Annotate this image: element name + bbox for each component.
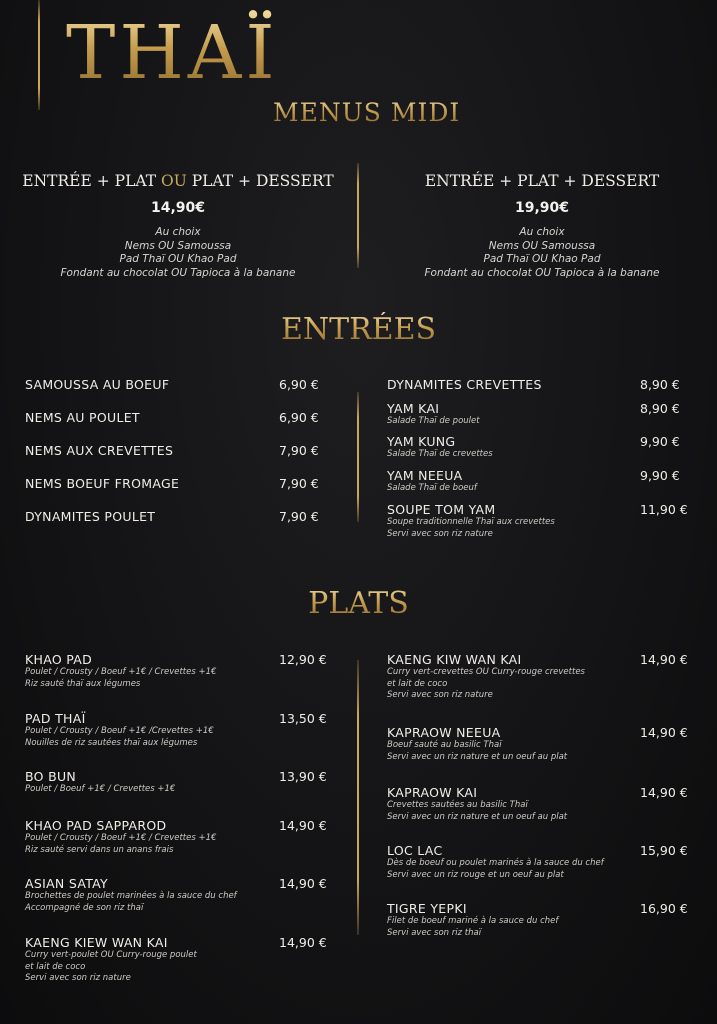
item-price: 14,90 € bbox=[279, 935, 327, 950]
set-menu-line: Fondant au chocolat OU Tapioca à la banane bbox=[60, 266, 296, 279]
menu-item: SAMOUSSA AU BOEUF bbox=[25, 377, 170, 392]
menu-item: DYNAMITES CREVETTES bbox=[387, 377, 542, 392]
set-menu-1 bbox=[18, 172, 338, 280]
item-price: 14,90 € bbox=[640, 652, 688, 667]
set-menu-line: Pad Thaï OU Khao Pad bbox=[483, 253, 601, 265]
set-menu-line: Nems OU Samoussa bbox=[124, 239, 232, 252]
menu-item: LOC LAC Dès de boeuf ou poulet marinés à la sauce du chef Servi avec un riz rouge et un oeuf au plat bbox=[387, 843, 604, 880]
menu-item: NEMS AU POULET bbox=[25, 410, 140, 425]
page-subtitle: MENUS MIDI bbox=[273, 98, 461, 127]
item-price: 6,90 € bbox=[279, 377, 319, 392]
set-menu-line: Nems OU Samoussa bbox=[488, 239, 596, 252]
menu-item: SOUPE TOM YAM Soupe traditionnelle Thaï aux crevettes Servi avec son riz nature bbox=[387, 502, 555, 539]
menu-item: KAENG KIW WAN KAI Curry vert-crevettes OU Curry-rouge crevettes et lait de coco Servi avec son riz nature bbox=[387, 652, 585, 700]
item-price: 8,90 € bbox=[640, 401, 680, 416]
set-menu-price: 14,90€ bbox=[150, 200, 206, 216]
item-price: 14,90 € bbox=[640, 785, 688, 800]
menu-item: TIGRE YEPKI Filet de boeuf mariné à la sauce du chef Servi avec son riz thaï bbox=[387, 901, 559, 938]
set-menu-title: ENTRÉE + PLAT + DESSERT bbox=[424, 172, 660, 190]
entrees-divider bbox=[357, 392, 359, 522]
set-menu-line: Au choix bbox=[155, 226, 201, 238]
item-price: 7,90 € bbox=[279, 509, 319, 524]
item-price: 12,90 € bbox=[279, 652, 327, 667]
menu-item: YAM NEEUA Salade Thaï de boeuf bbox=[387, 468, 477, 493]
menu-item: ASIAN SATAY Brochettes de poulet marinées à la sauce du chef Accompagné de son riz thaï bbox=[25, 876, 237, 913]
section-title-plats: PLATS bbox=[0, 586, 717, 621]
item-price: 13,90 € bbox=[279, 769, 327, 784]
item-price: 14,90 € bbox=[279, 818, 327, 833]
set-menu-line: Au choix bbox=[519, 226, 565, 238]
menu-item: KHAO PAD Poulet / Crousty / Boeuf +1€ / Crevettes +1€ Riz sauté thaï aux légumes bbox=[25, 652, 217, 689]
set-menu-divider bbox=[357, 163, 359, 268]
set-menu-2 bbox=[382, 172, 702, 280]
item-price: 11,90 € bbox=[640, 502, 688, 517]
menu-item: BO BUN Poulet / Boeuf +1€ / Crevettes +1€ bbox=[25, 769, 176, 794]
menu-item: NEMS BOEUF FROMAGE bbox=[25, 476, 180, 491]
item-price: 6,90 € bbox=[279, 410, 319, 425]
item-price: 16,90 € bbox=[640, 901, 688, 916]
menu-item: KHAO PAD SAPPAROD Poulet / Crousty / Boeuf +1€ / Crevettes +1€ Riz sauté servi dans un anans frais bbox=[25, 818, 217, 855]
menu-item: KAPRAOW KAI Crevettes sautées au basilic Thaï Servi avec un riz nature et un oeuf au plat bbox=[387, 785, 568, 822]
item-price: 9,90 € bbox=[640, 434, 680, 449]
item-price: 9,90 € bbox=[640, 468, 680, 483]
menu-item: NEMS AUX CREVETTES bbox=[25, 443, 174, 458]
set-menu-line: Pad Thaï OU Khao Pad bbox=[119, 253, 237, 265]
item-price: 15,90 € bbox=[640, 843, 688, 858]
menu-item: YAM KAI Salade Thaï de poulet bbox=[387, 401, 480, 426]
section-title-entrees: ENTRÉES bbox=[0, 312, 717, 347]
item-price: 14,90 € bbox=[279, 876, 327, 891]
plats-divider bbox=[357, 660, 359, 935]
menu-item: DYNAMITES POULET bbox=[25, 509, 156, 524]
item-price: 13,50 € bbox=[279, 711, 327, 726]
set-menu-title: ENTRÉE + PLAT OU PLAT + DESSERT bbox=[22, 172, 334, 190]
item-price: 7,90 € bbox=[279, 443, 319, 458]
menu-item: KAENG KIEW WAN KAI Curry vert-poulet OU Curry-rouge poulet et lait de coco Servi avec son riz nature bbox=[25, 935, 197, 983]
set-menu-price: 19,90€ bbox=[514, 200, 570, 216]
menu-item: YAM KUNG Salade Thaï de crevettes bbox=[387, 434, 493, 459]
item-price: 8,90 € bbox=[640, 377, 680, 392]
set-menu-line: Fondant au chocolat OU Tapioca à la banane bbox=[424, 266, 660, 279]
logo-divider-line bbox=[38, 0, 40, 110]
restaurant-logo: THAÏ bbox=[66, 10, 279, 96]
menu-item: KAPRAOW NEEUA Boeuf sauté au basilic Thaï Servi avec un riz nature et un oeuf au plat bbox=[387, 725, 568, 762]
item-price: 14,90 € bbox=[640, 725, 688, 740]
item-price: 7,90 € bbox=[279, 476, 319, 491]
menu-item: PAD THAÏ Poulet / Crousty / Boeuf +1€ /Crevettes +1€ Nouilles de riz sautées thaï aux légumes bbox=[25, 711, 214, 748]
